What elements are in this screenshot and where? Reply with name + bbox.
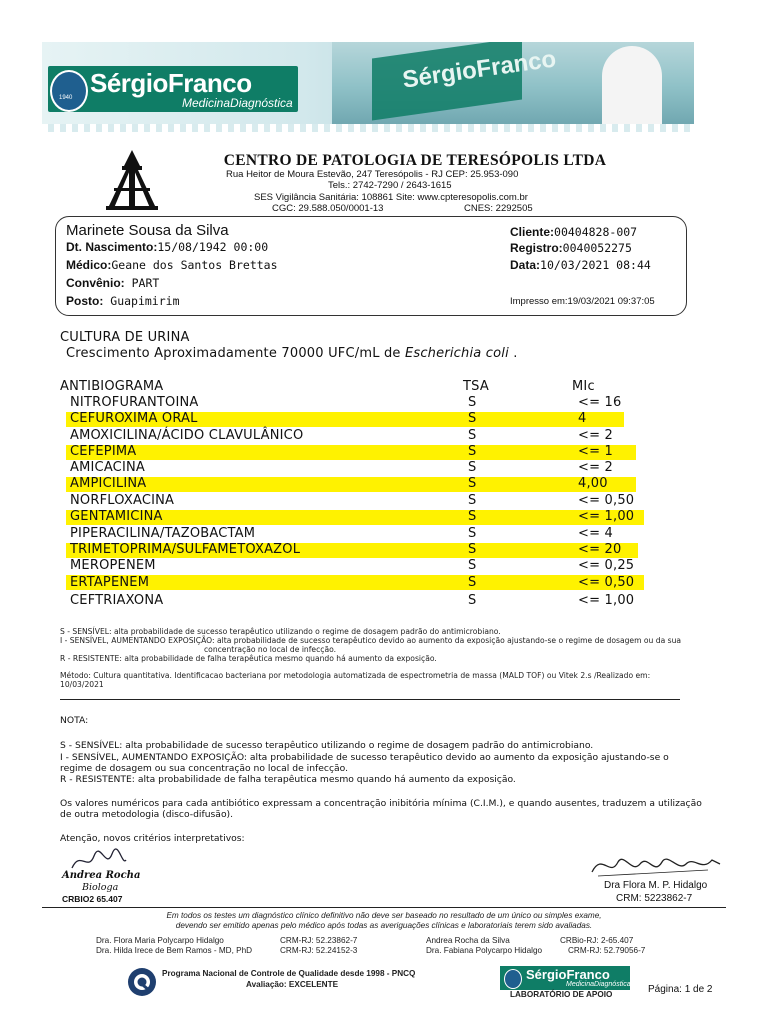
antibiotic-name: CEFTRIAXONA [70, 593, 164, 608]
note-i-cont: regime de dosagem ou sua concentração no local de infecção. [60, 763, 349, 774]
brand-seal-icon [50, 70, 88, 112]
lab-cgc: CGC: 29.588.050/0001-13 [272, 203, 384, 214]
section-divider [60, 699, 680, 700]
patient-name: Marinete Sousa da Silva [66, 222, 229, 239]
mic-value: <= 0,25 [578, 558, 635, 573]
right-signature-icon [588, 848, 724, 882]
support-lab-label: LABORATÓRIO DE APOIO [510, 990, 613, 999]
lab-cnes: CNES: 2292505 [464, 203, 533, 214]
antibiotic-name: PIPERACILINA/TAZOBACTAM [70, 526, 256, 541]
mic-value: <= 16 [578, 395, 622, 410]
mic-value: 4,00 [578, 476, 608, 491]
growth-suffix: . [508, 346, 518, 361]
tsa-value: S [468, 542, 477, 557]
exam-title: CULTURA DE URINA [60, 330, 190, 345]
tsa-value: S [468, 575, 477, 590]
data-row [510, 258, 651, 272]
growth-prefix: Crescimento Aproximadamente 70000 UFC/mL de [66, 346, 405, 361]
right-signer-crm: CRM: 5223862-7 [616, 893, 693, 904]
support-lab-logo [500, 966, 630, 990]
lab-logo-icon [100, 148, 164, 212]
row-highlight [66, 477, 636, 492]
mic-value: 4 [578, 411, 587, 426]
legend-s: S - SENSÍVEL: alta probabilidade de sucesso terapêutico utilizando o regime de dosagem padrão do antimicrobiano. [60, 627, 501, 636]
note-values-cont: de outra metodologia (disco-difusão). [60, 809, 234, 820]
growth-line [66, 346, 518, 361]
stamp-role: Biologa [82, 882, 119, 893]
mic-value: <= 2 [578, 460, 613, 475]
antibiotic-name: AMICACINA [70, 460, 146, 475]
tsa-value: S [468, 509, 477, 524]
convenio-row [66, 276, 159, 290]
note-values: Os valores numéricos para cada antibiótico expressam a concentração inibitória mínima (C.I.M.), e quando ausentes, traduzem a utilização [60, 798, 702, 809]
tsa-value: S [468, 460, 477, 475]
dob-label: Dt. Nascimento: [66, 240, 158, 254]
right-signer-name: Dra Flora M. P. Hidalgo [604, 880, 708, 891]
antibiotic-name: CEFEPIMA [70, 444, 137, 459]
dob-value: 15/08/1942 00:00 [157, 240, 269, 254]
banner-scientist [602, 46, 662, 132]
tsa-value: S [468, 526, 477, 541]
support-tagline: MedicinaDiagnóstica [566, 981, 631, 988]
antibiotic-name: NORFLOXACINA [70, 493, 175, 508]
antibiotic-name: CEFUROXIMA ORAL [70, 411, 198, 426]
staff-reg: CRM-RJ: 52.24152-3 [280, 946, 358, 955]
disclaimer-line-2: devendo ser emitido apenas pelo médico após todas as averiguações clínicas e laboratoriais terem sido avaliadas. [175, 921, 593, 930]
cliente-label: Cliente: [510, 225, 555, 239]
antibiotic-name: TRIMETOPRIMA/SULFAMETOXAZOL [70, 542, 301, 557]
footer-divider [42, 907, 726, 908]
stamp-name: Andrea Rocha [62, 870, 141, 881]
tsa-value: S [468, 476, 477, 491]
tsa-header: TSA [463, 379, 489, 394]
mic-value: <= 1 [578, 444, 613, 459]
data-label: Data: [510, 258, 541, 272]
cliente-value: 00404828-007 [554, 225, 638, 239]
tsa-value: S [468, 428, 477, 443]
registro-label: Registro: [510, 241, 563, 255]
lab-phones: Tels.: 2742-7290 / 2643-1615 [328, 180, 452, 191]
row-highlight [66, 575, 644, 590]
registro-row [510, 241, 632, 255]
lab-vigilancia: SES Vigilância Sanitária: 108861 Site: www.cpteresopolis.com.br [254, 192, 528, 203]
lab-name: CENTRO DE PATOLOGIA DE TERESÓPOLIS LTDA [223, 152, 607, 169]
legend-i-cont: concentração no local de infecção. [204, 645, 337, 654]
stamp-reg: CRBIO2 65.407 [62, 894, 123, 904]
banner-sign-text: SérgioFranco [400, 45, 558, 94]
note-title: NOTA: [60, 715, 89, 726]
cliente-row [510, 225, 637, 239]
antibiotic-name: GENTAMICINA [70, 509, 163, 524]
antibiotic-name: NITROFURANTOINA [70, 395, 199, 410]
note-i: I - SENSÍVEL, AUMENTANDO EXPOSIÇÃO: alta probabilidade de sucesso terapêutico devido ao aumento da exposição ajustando-se o [60, 752, 669, 763]
tsa-value: S [468, 411, 477, 426]
registro-value: 0040052275 [562, 241, 632, 255]
legend-i: I - SENSÍVEL, AUMENTANDO EXPOSIÇÃO: alta probabilidade de sucesso terapêutico devido ao aumento da exposição ajustando-se o regime de dosagem ou da sua [60, 636, 682, 645]
method-date: 10/03/2021 [60, 680, 104, 689]
tsa-value: S [468, 558, 477, 573]
printed-at: Impresso em:19/03/2021 09:37:05 [510, 296, 655, 307]
staff-reg: CRBio-RJ: 2-65.407 [560, 936, 634, 945]
pncq-rating: Avaliação: EXCELENTE [246, 980, 339, 989]
tsa-value: S [468, 493, 477, 508]
mic-value: <= 20 [578, 542, 622, 557]
staff-name: Andrea Rocha da Silva [426, 936, 510, 945]
banner-stripes [42, 124, 694, 132]
pncq-program: Programa Nacional de Controle de Qualidade desde 1998 - PNCQ [162, 969, 416, 978]
staff-reg: CRM-RJ: 52.79056-7 [568, 946, 646, 955]
tsa-value: S [468, 593, 477, 608]
row-highlight [66, 445, 636, 460]
doctor-label: Médico: [66, 258, 112, 272]
posto-row [66, 294, 180, 308]
mic-value: <= 2 [578, 428, 613, 443]
note-s: S - SENSÍVEL: alta probabilidade de sucesso terapêutico utilizando o regime de dosagem padrão do antimicrobiano. [60, 740, 594, 751]
dob-row [66, 240, 268, 254]
method-text: Método: Cultura quantitativa. Identificacao bacteriana por metodologia automatizada de espectrometria de massa (MALD TOF) ou Vitek 2.s /Realizado em: [60, 671, 651, 680]
convenio-value: PART [124, 276, 160, 290]
convenio-label: Convênio: [66, 276, 125, 290]
note-criteria: Atenção, novos critérios interpretativos: [60, 833, 245, 844]
posto-value: Guapimirim [103, 294, 180, 308]
staff-name: Dra. Hilda Irece de Bem Ramos - MD, PhD [96, 946, 253, 955]
antibiotic-name: ERTAPENEM [70, 575, 150, 590]
brand-name: SérgioFranco [90, 68, 252, 98]
mic-header: MIc [572, 379, 595, 394]
support-seal-icon [504, 969, 522, 989]
staff-reg: CRM-RJ: 52.23862-7 [280, 936, 358, 945]
disclaimer-line-1: Em todos os testes um diagnóstico clínico definitivo não deve ser baseado no resultado de um único ou simples exame, [166, 911, 602, 920]
mic-value: <= 0,50 [578, 575, 635, 590]
mic-value: <= 1,00 [578, 593, 635, 608]
doctor-value: Geane dos Santos Brettas [111, 258, 278, 272]
page-number: Página: 1 de 2 [648, 984, 713, 995]
pncq-logo-icon [126, 966, 158, 998]
lab-address: Rua Heitor de Moura Estevão, 247 Teresópolis - RJ CEP: 25.953-090 [226, 169, 519, 180]
doctor-row [66, 258, 278, 272]
posto-label: Posto: [66, 294, 104, 308]
note-r: R - RESISTENTE: alta probabilidade de falha terapêutica mesmo quando há aumento da exposição. [60, 774, 516, 785]
data-value: 10/03/2021 08:44 [540, 258, 651, 272]
support-brand: SérgioFranco [526, 967, 610, 982]
tsa-value: S [468, 444, 477, 459]
tsa-value: S [468, 395, 477, 410]
mic-value: <= 0,50 [578, 493, 635, 508]
antibiogram-header: ANTIBIOGRAMA [60, 379, 164, 394]
mic-value: <= 1,00 [578, 509, 635, 524]
mic-value: <= 4 [578, 526, 613, 541]
header-banner [42, 42, 694, 132]
staff-name: Dra. Flora Maria Polycarpo Hidalgo [96, 936, 224, 945]
antibiotic-name: MEROPENEM [70, 558, 156, 573]
antibiotic-name: AMOXICILINA/ÁCIDO CLAVULÂNICO [70, 428, 304, 443]
brand-tagline: MedicinaDiagnóstica [182, 96, 293, 110]
staff-name: Dra. Fabiana Polycarpo Hidalgo [426, 946, 543, 955]
legend-r: R - RESISTENTE: alta probabilidade de falha terapêutica mesmo quando há aumento da exposição. [60, 654, 437, 663]
seal-year: 1940 [59, 95, 73, 101]
organism-name: Escherichia coli [404, 346, 509, 361]
antibiotic-name: AMPICILINA [70, 476, 147, 491]
